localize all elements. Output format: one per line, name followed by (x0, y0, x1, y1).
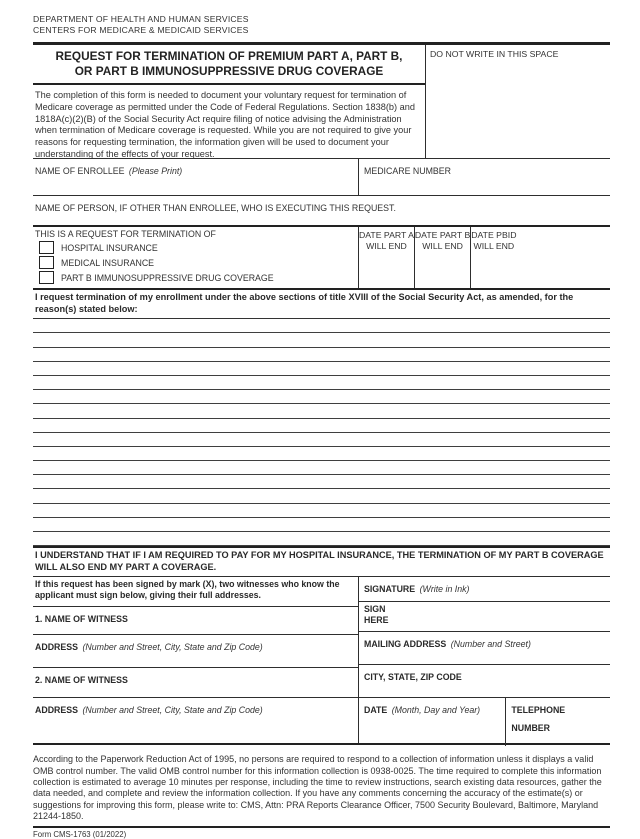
form-title-line-1: REQUEST FOR TERMINATION OF PREMIUM PART A, PART B, (55, 49, 403, 64)
mailing-address-field[interactable] (359, 631, 610, 664)
city-state-zip-label: CITY, STATE, ZIP CODE (364, 672, 462, 683)
date-col-label-line-2: WILL END (422, 241, 463, 252)
date-will-end-field[interactable] (358, 227, 414, 288)
telephone-label: TELEPHONE NUMBER (511, 705, 566, 734)
enrollee-name-label: NAME OF ENROLLEE (35, 166, 125, 177)
witness1-address-field[interactable] (33, 634, 358, 667)
mailing-address-label: MAILING ADDRESS (364, 639, 447, 650)
termination-option-label: MEDICAL INSURANCE (61, 257, 155, 268)
date-signed-label: DATE (364, 705, 388, 716)
blank-writing-line (33, 376, 610, 390)
witness1-name-field[interactable] (33, 606, 358, 634)
enrollee-name-field[interactable] (33, 159, 358, 195)
witness1-address-hint: (Number and Street, City, State and Zip Code) (82, 642, 263, 653)
sign-here-line-2: HERE (364, 615, 389, 626)
blank-writing-line (33, 404, 610, 418)
medicare-number-label: MEDICARE NUMBER (364, 166, 451, 177)
termination-option-label: HOSPITAL INSURANCE (61, 242, 158, 253)
blank-writing-line (33, 532, 610, 546)
date-will-end-field[interactable] (414, 227, 470, 288)
date-signed-hint: (Month, Day and Year) (391, 705, 481, 716)
blank-writing-line (33, 518, 610, 532)
witness2-name-field[interactable] (33, 667, 358, 697)
signature-field[interactable] (359, 577, 610, 601)
blank-writing-line (33, 419, 610, 433)
blank-writing-line (33, 504, 610, 518)
other-person-label: NAME OF PERSON, IF OTHER THAN ENROLLEE, WHO IS EXECUTING THIS REQUEST. (35, 203, 396, 214)
reason-statement: I request termination of my enrollment under the above sections of title XVIII of the Social Security Act, as amended, for the reason(s) stated below: (33, 288, 610, 319)
other-person-field[interactable] (33, 195, 610, 225)
date-signed-field[interactable] (359, 698, 505, 746)
termination-heading: THIS IS A REQUEST FOR TERMINATION OF (35, 229, 216, 240)
termination-option-label: PART B IMMUNOSUPPRESSIVE DRUG COVERAGE (61, 272, 274, 283)
footer-rule (33, 826, 610, 828)
witness-instruction: If this request has been signed by mark (X), two witnesses who know the applicant must sign below, giving their full addresses. (35, 579, 340, 601)
witness2-address-hint: (Number and Street, City, State and Zip Code) (82, 705, 263, 716)
date-col-label-line-1: DATE PART B (414, 230, 471, 241)
termination-options (33, 227, 358, 288)
telephone-field[interactable] (505, 698, 610, 746)
title-and-intro (33, 45, 425, 158)
termination-option-list (35, 240, 354, 285)
intro-paragraph: The completion of this form is needed to document your voluntary request for termination of Medicare coverage as permitted under the Code of Federal Regulations. Section 1838(b) and 1818A(c)(2)(B) of the Social Security Act require filing of notice advising the Administration when termination of Medicare coverage is requested. While you are not required to give your reasons for requesting termination, the information given will be used to document your understanding of the effects of your request. (35, 90, 415, 159)
agency-line-2: CENTERS FOR MEDICARE & MEDICAID SERVICES (33, 24, 249, 35)
signature-label: SIGNATURE (364, 584, 416, 595)
do-not-write-label: DO NOT WRITE IN THIS SPACE (430, 49, 559, 60)
do-not-write-box (425, 45, 610, 158)
blank-writing-line (33, 461, 610, 475)
blank-writing-line (33, 319, 610, 333)
witness1-name-label: 1. NAME OF WITNESS (35, 614, 128, 625)
witness-column (33, 577, 358, 743)
blank-writing-line (33, 348, 610, 362)
termination-option-row (35, 255, 354, 270)
witness2-address-field[interactable] (33, 697, 358, 746)
date-phone-row (359, 697, 610, 746)
checkbox[interactable] (39, 271, 54, 284)
form-title (33, 45, 425, 85)
termination-request-section (33, 225, 610, 288)
witness2-name-label: 2. NAME OF WITNESS (35, 675, 128, 686)
checkbox[interactable] (39, 241, 54, 254)
agency-header (33, 14, 610, 35)
date-col-label-line-2: WILL END (366, 241, 407, 252)
termination-option-row (35, 240, 354, 255)
signature-column (358, 577, 610, 743)
form-body (33, 14, 610, 839)
form-number: Form CMS-1763 (01/2022) (33, 829, 127, 839)
form-title-line-2: OR PART B IMMUNOSUPPRESSIVE DRUG COVERAGE (74, 63, 384, 78)
paperwork-reduction-notice: According to the Paperwork Reduction Act of 1995, no persons are required to respond to a collection of information unless it displays a valid OMB control number. The valid OMB control number for this information collection is 0938-0025. The time required to complete this information collection is estimated to average 10 minutes per response, including the time to review instructions, search existing data resources, gather the data needed, and complete and review the information collection. If you have any comments concerning the accuracy of the estimate(s) or suggestions for improving this form, please write to: CMS, Attn: PRA Reports Clearance Officer, 7500 Security Boulevard, Baltimore, Maryland 21244-1850. (33, 754, 602, 822)
blank-writing-line (33, 433, 610, 447)
blank-writing-line (33, 333, 610, 347)
date-col-label-line-2: WILL END (473, 241, 515, 252)
date-col-label-line-1: DATE PART A (359, 230, 414, 241)
checkbox[interactable] (39, 256, 54, 269)
enrollee-row (33, 158, 610, 195)
understanding-statement: I UNDERSTAND THAT IF I AM REQUIRED TO PAY FOR MY HOSPITAL INSURANCE, THE TERMINATION OF MY PART B COVERAGE WILL ALSO END MY PART A COVERAGE. (33, 546, 610, 576)
medicare-number-field[interactable] (358, 159, 610, 195)
enrollee-name-hint: (Please Print) (128, 166, 183, 177)
city-state-zip-field[interactable] (359, 664, 610, 697)
blank-writing-line (33, 390, 610, 404)
termination-option-row (35, 270, 354, 285)
signature-hint: (Write in Ink) (419, 584, 470, 595)
reason-writing-area[interactable] (33, 319, 610, 546)
blank-writing-line (33, 362, 610, 376)
top-section (33, 42, 610, 158)
blank-writing-line (33, 489, 610, 503)
sign-here-line-1: SIGN (364, 604, 386, 615)
witness-signature-table (33, 576, 610, 745)
date-col-label-line-1: DATE PBID (471, 230, 517, 241)
date-will-end-field[interactable] (470, 227, 516, 288)
witness2-address-label: ADDRESS (35, 705, 79, 716)
witness1-address-label: ADDRESS (35, 642, 79, 653)
mailing-address-hint: (Number and Street) (450, 639, 531, 650)
agency-line-1: DEPARTMENT OF HEALTH AND HUMAN SERVICES (33, 14, 249, 24)
sign-here-cell[interactable] (359, 601, 610, 631)
blank-writing-line (33, 447, 610, 461)
blank-writing-line (33, 475, 610, 489)
